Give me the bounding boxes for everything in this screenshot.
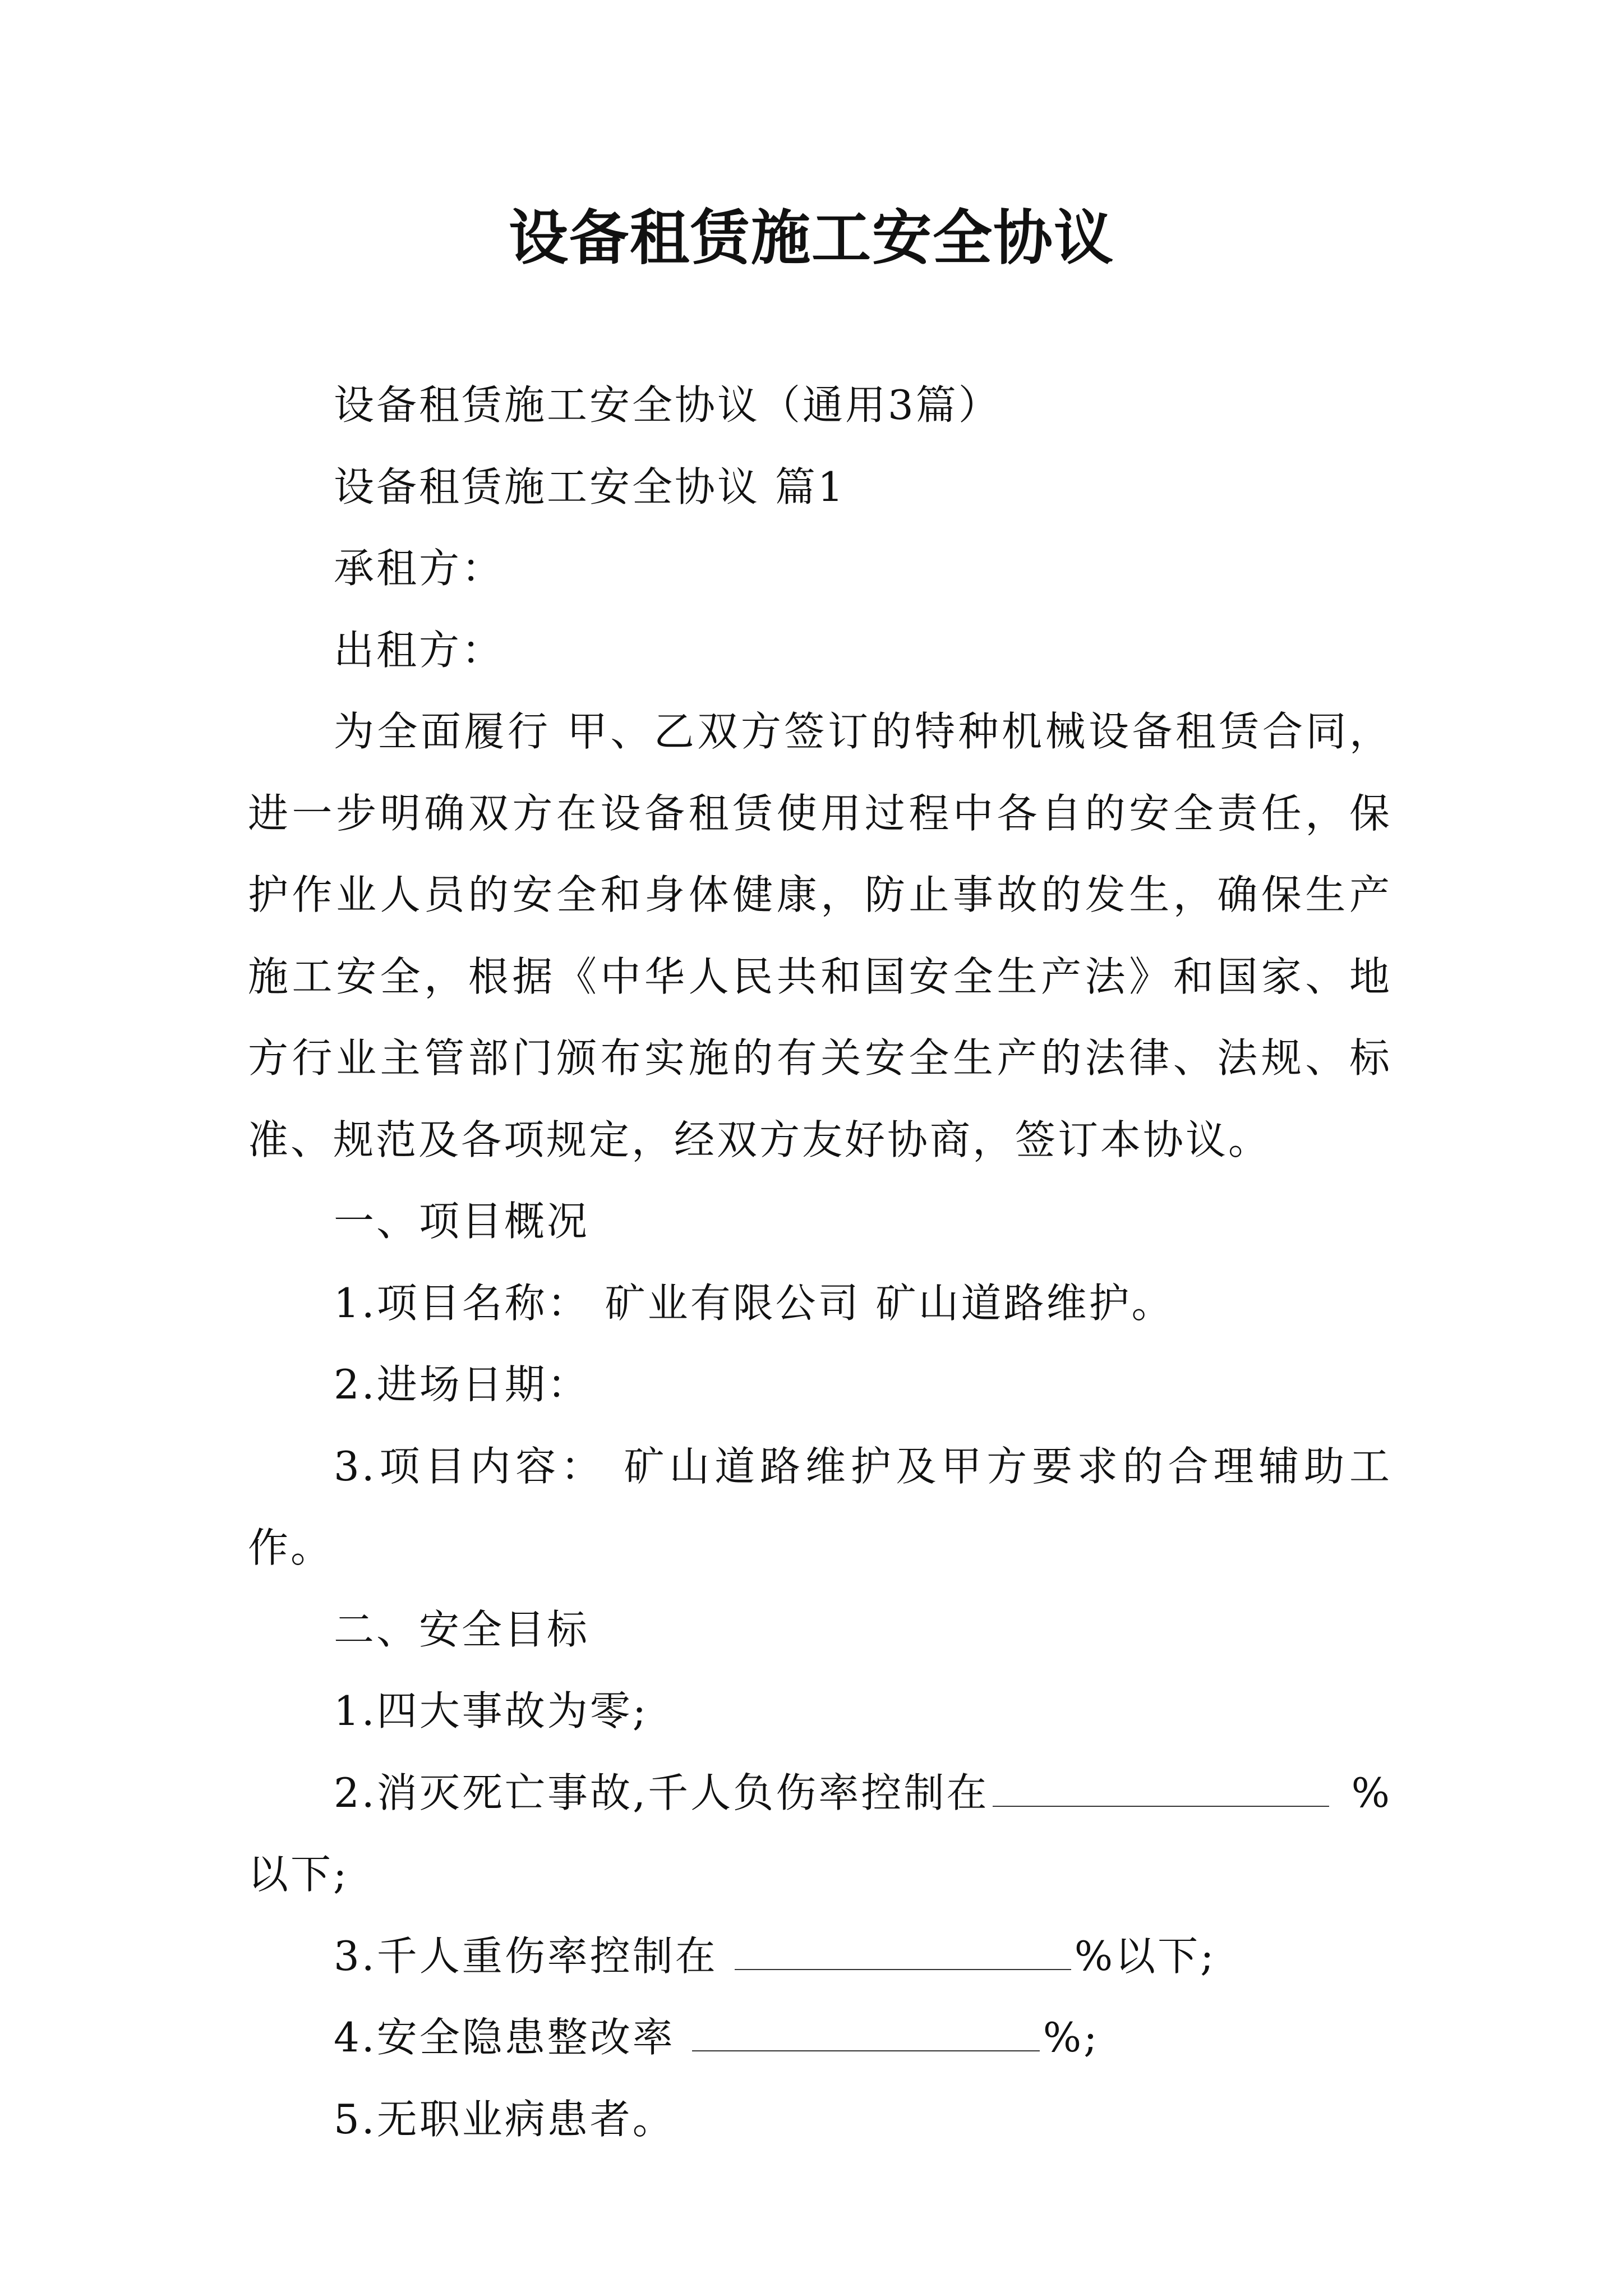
goal-4-text: 4.安全隐患整改率 (334, 2014, 675, 2061)
document-body (248, 365, 1392, 2160)
paragraph-goal-2 (248, 1752, 1392, 1916)
paragraph-subtitle: 设备租赁施工安全协议（通用3篇） (334, 381, 1001, 429)
paragraph-lessor: 出租方： (334, 626, 505, 674)
heading-project-overview: 一、项目概况 (334, 1198, 590, 1245)
document-title: 设备租赁施工安全协议 (509, 204, 1114, 273)
goal-2-text: 2.消灭死亡事故,千人负伤率控制在 (334, 1769, 989, 1816)
paragraph-goal-3 (248, 1916, 1392, 1998)
goal-3-text: 3.千人重伤率控制在 (334, 1932, 718, 1980)
paragraph-preamble: 为全面履行 甲、乙双方签订的特种机械设备租赁合同，进一步明确双方在设备租赁使用过程中各自的安全责任，保护作业人员的安全和身体健康，防止事故的发生，确保生产施工安全，根据《中华人民共和国安全生产法》和国家、地方行业主管部门颁布实施的有关安全生产的法律、法规、标准、规范及各项规定，经双方友好协商，签订本协议。 (248, 708, 1392, 1163)
paragraph-goal-5: 5.无职业病患者。 (334, 2095, 675, 2143)
heading-safety-goals: 二、安全目标 (334, 1605, 590, 1653)
goal-2-suffix: %以下; (248, 1769, 1392, 1898)
goal-3-suffix: %以下; (1074, 1932, 1216, 1980)
paragraph-entry-date: 2.进场日期： (334, 1361, 590, 1408)
paragraph-goal-4 (248, 1997, 1392, 2079)
fill-in-blank (993, 1766, 1329, 1807)
paragraph-project-name: 1.项目名称： 矿业有限公司 矿山道路维护。 (334, 1279, 1174, 1327)
goal-4-suffix: %; (1043, 2014, 1100, 2061)
paragraph-lessee: 承租方： (334, 545, 505, 592)
paragraph-project-content: 3.项目内容： 矿山道路维护及甲方要求的合理辅助工作。 (248, 1442, 1392, 1571)
fill-in-blank (735, 1930, 1071, 1970)
paragraph-goal-1: 1.四大事故为零; (334, 1687, 648, 1734)
paragraph-section-heading: 设备租赁施工安全协议 篇1 (334, 463, 846, 510)
fill-in-blank (692, 2011, 1040, 2051)
